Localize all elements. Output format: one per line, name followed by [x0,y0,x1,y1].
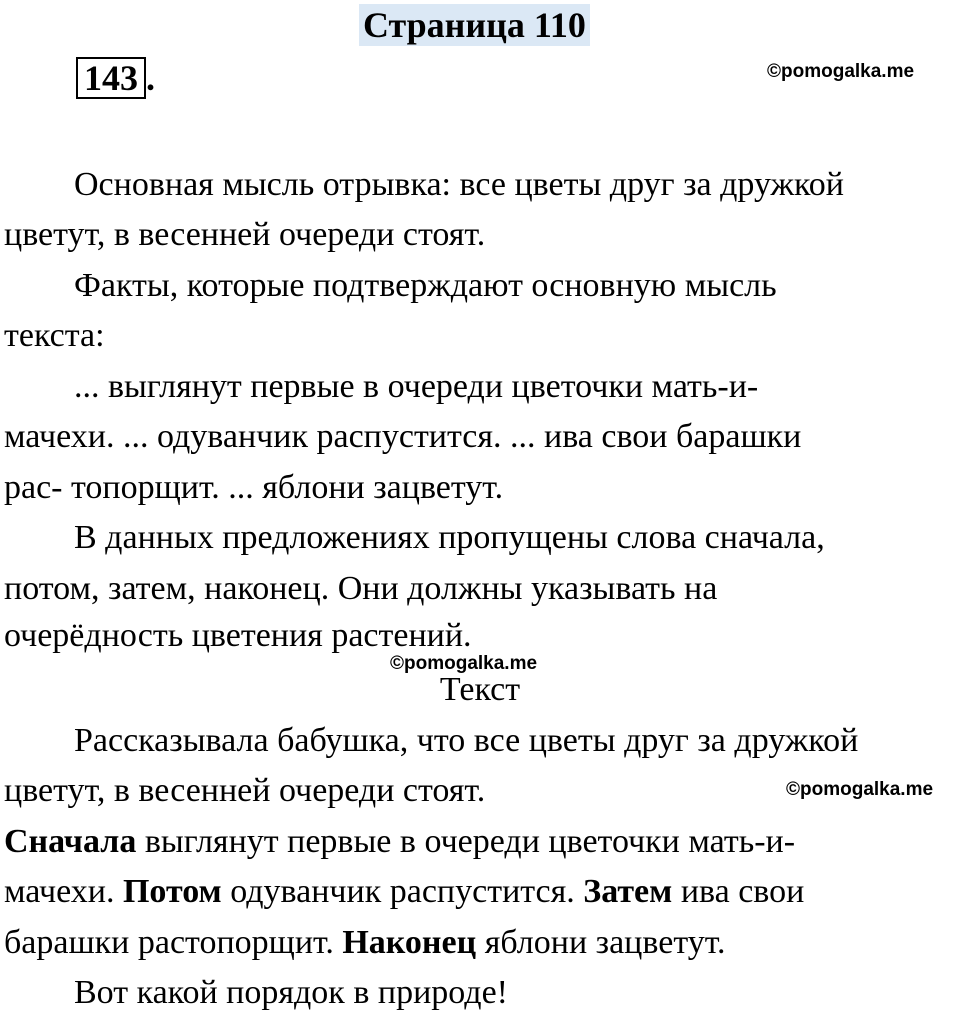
exercise-number-box: 143 [76,57,146,99]
paragraph-line: В данных предложениях пропущены слова сначала, [74,519,825,556]
paragraph-line: рас- топорщит. ... яблони зацветут. [4,469,504,506]
paragraph-line: цветут, в весенней очереди стоят. [4,216,486,253]
paragraph-line: потом, затем, наконец. Они должны указывать на [4,570,718,607]
paragraph-line: Основная мысль отрывка: все цветы друг за дружкой [74,166,844,203]
page-title: Страница 110 [359,4,590,46]
paragraph-line: Сначала выглянут первые в очереди цветочки мать-и- [4,823,796,860]
watermark: ©pomogalka.me [390,653,538,674]
paragraph-line: очерёдность цветения растений. [4,617,472,654]
paragraph-line: мачехи. Потом одуванчик распустится. Затем ива свои [4,873,805,910]
paragraph-line: Факты, которые подтверждают основную мысль [74,267,777,304]
exercise-number: 143 . [76,57,155,99]
paragraph-line: ... выглянут первые в очереди цветочки мать-и- [74,368,759,405]
paragraph-line: Вот какой порядок в природе! [74,974,508,1011]
paragraph-line: Рассказывала бабушка, что все цветы друг за дружкой [74,722,859,759]
paragraph-line: мачехи. ... одуванчик распустится. ... ива свои барашки [4,418,802,455]
section-heading: Текст [439,671,521,708]
paragraph-line: барашки растопорщит. Наконец яблони зацветут. [4,924,726,961]
paragraph-line: текста: [4,317,105,354]
watermark: ©pomogalka.me [767,61,915,82]
watermark: ©pomogalka.me [786,779,934,800]
paragraph-line: цветут, в весенней очереди стоят. [4,772,486,809]
